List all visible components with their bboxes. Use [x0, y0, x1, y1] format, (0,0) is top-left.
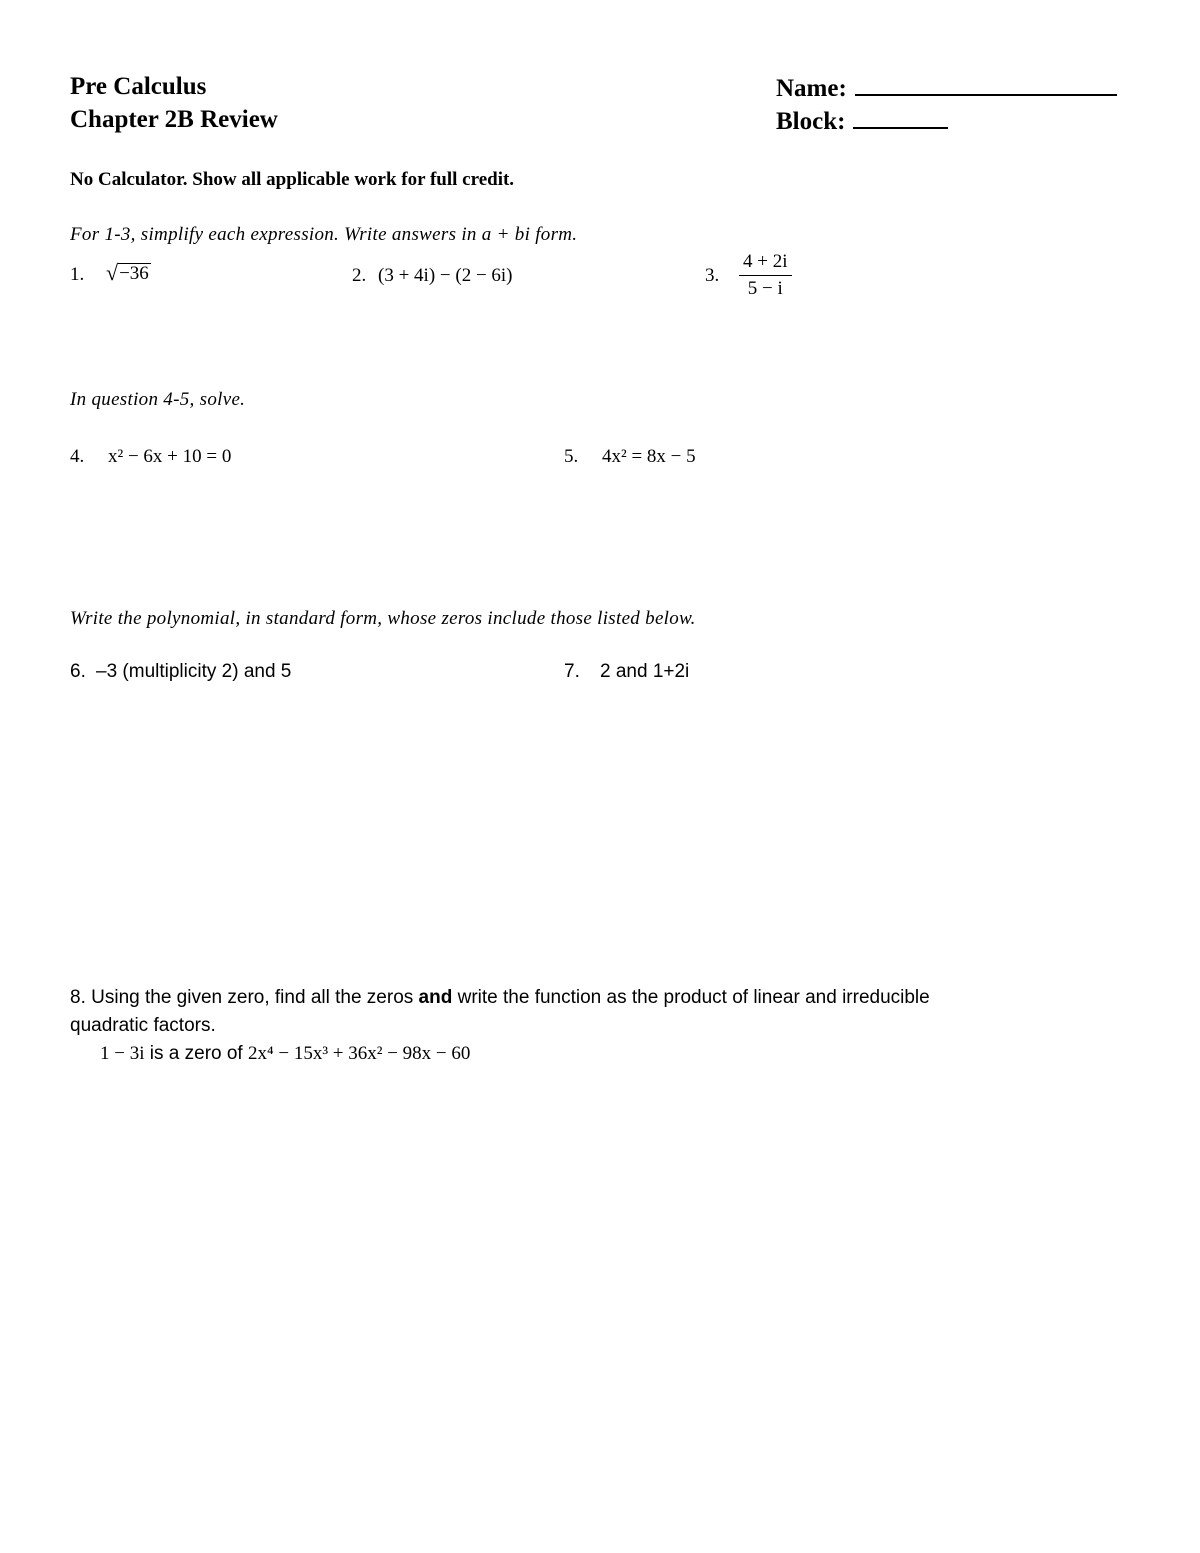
q1-radicand: −36 — [119, 263, 149, 284]
q8-text-bold: and — [418, 987, 453, 1008]
q3-fraction — [739, 252, 792, 299]
q8-number: 8. — [70, 987, 86, 1008]
q8-line-2: quadratic factors. — [70, 1015, 216, 1036]
q5-number: 5. — [564, 446, 579, 467]
q6-text: –3 (multiplicity 2) and 5 — [96, 661, 292, 682]
question-1 — [70, 262, 151, 286]
chapter-title: Chapter 2B Review — [70, 106, 278, 133]
block-field — [776, 105, 948, 137]
question-7 — [564, 661, 689, 683]
question-3 — [705, 252, 792, 299]
section3-directions: Write the polynomial, in standard form, whose zeros include those listed below. — [70, 608, 696, 629]
section2-directions: In question 4-5, solve. — [70, 389, 246, 410]
question-6 — [70, 661, 291, 683]
q3-numerator: 4 + 2i — [739, 252, 792, 276]
q1-radical — [106, 262, 151, 284]
question-4 — [70, 446, 231, 468]
question-8 — [70, 984, 930, 1068]
q4-equation: x² − 6x + 10 = 0 — [108, 446, 232, 467]
name-label: Name: — [776, 75, 847, 102]
section1-directions: For 1-3, simplify each expression. Write answers in a + bi form. — [70, 224, 578, 245]
question-2 — [352, 265, 513, 287]
instructions: No Calculator. Show all applicable work for full credit. — [70, 169, 515, 190]
q4-number: 4. — [70, 446, 85, 467]
name-blank — [855, 72, 1117, 96]
q8-text-b: write the function as the product of linear and irreducible — [457, 987, 930, 1008]
q3-denominator: 5 − i — [747, 278, 783, 299]
q8-line-3 — [70, 1040, 930, 1068]
q2-expression: (3 + 4i) − (2 − 6i) — [378, 265, 513, 286]
q8-polynomial: 2x⁴ − 15x³ + 36x² − 98x − 60 — [248, 1043, 471, 1064]
q7-text: 2 and 1+2i — [600, 661, 690, 682]
q8-line-1 — [70, 984, 930, 1012]
q7-number: 7. — [564, 661, 580, 682]
q2-number: 2. — [352, 265, 367, 286]
q5-equation: 4x² = 8x − 5 — [602, 446, 696, 467]
q3-number: 3. — [705, 264, 720, 286]
q8-zero: 1 − 3i — [100, 1043, 145, 1064]
q1-number: 1. — [70, 264, 85, 285]
course-title: Pre Calculus — [70, 73, 207, 100]
name-field — [776, 72, 1117, 104]
q8-mid-text: is a zero of — [149, 1043, 243, 1064]
question-5 — [564, 446, 696, 468]
block-blank — [853, 105, 948, 129]
block-label: Block: — [776, 108, 846, 135]
q8-text-a: Using the given zero, find all the zeros — [91, 987, 414, 1008]
radical-sign-icon: √ — [106, 260, 119, 285]
q6-number: 6. — [70, 661, 86, 682]
